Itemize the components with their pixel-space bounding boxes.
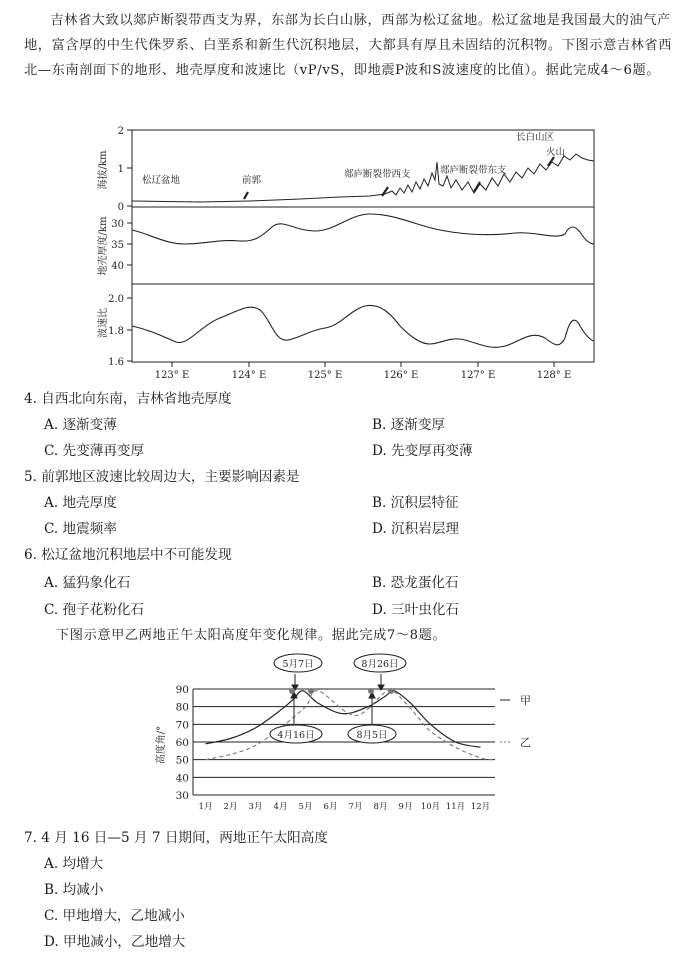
q6-option-a[interactable]: A. 猛犸象化石 — [44, 575, 131, 591]
crust-tick-30: 30 — [111, 219, 124, 230]
xtick-126: 126° E — [383, 370, 419, 381]
xtick-label: 8月 — [373, 802, 388, 812]
elev-tick-2: 2 — [117, 126, 124, 137]
ytick-label: 40 — [175, 772, 189, 785]
xtick-label: 12月 — [470, 802, 491, 812]
q7-stem: 7. 4 月 16 日—5 月 7 日期间，两地正午太阳高度 — [24, 830, 328, 846]
sun-altitude-chart — [0, 645, 693, 820]
xtick-124: 124° E — [231, 370, 267, 381]
xtick-128: 128° E — [536, 370, 572, 381]
q5-option-b[interactable]: B. 沉积层特征 — [372, 495, 459, 511]
legend-jia: 甲 — [520, 694, 531, 707]
label-east-fault: 郯庐断裂带东支 — [440, 165, 507, 176]
xtick-label: 5月 — [298, 802, 313, 812]
ytick-label: 50 — [175, 754, 189, 767]
q5-stem: 5. 前郭地区波速比较周边大，主要影响因素是 — [24, 469, 300, 485]
ytick-label: 60 — [175, 737, 189, 749]
crust-tick-40: 40 — [111, 261, 124, 272]
q4-stem: 4. 自西北向东南，吉林省地壳厚度 — [24, 391, 232, 407]
crust-tick-35: 35 — [111, 240, 124, 251]
xtick-label: 4月 — [273, 802, 288, 812]
xtick-123: 123° E — [154, 370, 190, 381]
velocity-ratio-curve — [132, 305, 594, 347]
elev-tick-0: 0 — [117, 202, 124, 213]
label-changbai-mountains: 长白山区 — [516, 132, 555, 143]
q5-option-a[interactable]: A. 地壳厚度 — [44, 495, 117, 511]
ytick-label: 30 — [175, 790, 189, 802]
xtick-label: 2月 — [223, 802, 238, 812]
q4-option-d[interactable]: D. 先变厚再变薄 — [372, 443, 473, 459]
series-yi-line — [206, 691, 494, 760]
elev-tick-1: 1 — [117, 164, 124, 175]
q4-option-b[interactable]: B. 逐渐变厚 — [372, 417, 446, 433]
label-songliao-basin: 松辽盆地 — [142, 175, 181, 186]
annotation-aug26: 8月26日 — [361, 659, 399, 670]
annotation-aug5: 8月5日 — [356, 730, 388, 741]
elevation-axis-label: 海拔/km — [98, 150, 109, 190]
xtick-label: 10月 — [420, 802, 441, 812]
altitude-axis-label: 高度角/° — [156, 725, 167, 765]
ytick-label: 80 — [175, 701, 189, 714]
vr-tick-2.0: 2.0 — [108, 294, 124, 305]
label-volcano: 火山 — [546, 147, 566, 158]
annotation-apr16: 4月16日 — [277, 730, 315, 741]
intro-paragraph-1: 吉林省大致以郯庐断裂带西支为界，东部为长白山脉，西部为松辽盆地。松辽盆地是我国最大的油气产地，富含厚的中生代侏罗系、白垩系和新生代沉积地层，大都具有厚且未固结的沉积物。下图示意吉林省西北—东南剖面下的地形、地壳厚度和波速比（vP/vS，即地震P波和S波速度的比值）。据此完成4～6题。 — [24, 13, 673, 78]
q4-option-a[interactable]: A. 逐渐变薄 — [44, 417, 117, 433]
q7-option-d[interactable]: D. 甲地减小，乙地增大 — [44, 934, 186, 950]
xtick-label: 11月 — [445, 802, 466, 812]
q6-option-c[interactable]: C. 孢子花粉化石 — [44, 602, 145, 618]
xtick-label: 3月 — [248, 802, 263, 812]
q7-option-b[interactable]: B. 均减小 — [44, 882, 104, 898]
vr-tick-1.6: 1.6 — [108, 357, 124, 368]
label-west-fault: 郯庐断裂带西支 — [344, 169, 411, 180]
q6-option-d[interactable]: D. 三叶虫化石 — [372, 602, 460, 618]
q6-option-b[interactable]: B. 恐龙蛋化石 — [372, 575, 459, 591]
annotation-may7: 5月7日 — [282, 659, 314, 670]
xtick-label: 9月 — [398, 802, 413, 812]
series-jia-line — [206, 691, 481, 748]
xtick-label: 7月 — [348, 802, 363, 812]
legend-yi: 乙 — [520, 736, 531, 749]
crust-thickness-curve — [132, 214, 594, 244]
xtick-label: 1月 — [198, 802, 213, 812]
q5-option-d[interactable]: D. 沉积岩层理 — [372, 521, 460, 537]
q6-stem: 6. 松辽盆地沉积地层中不可能发现 — [24, 547, 232, 563]
crust-axis-label: 地壳厚度/km — [98, 216, 109, 276]
vr-tick-1.8: 1.8 — [108, 326, 124, 337]
q4-option-c[interactable]: C. 先变薄再变厚 — [44, 443, 145, 459]
q7-option-c[interactable]: C. 甲地增大，乙地减小 — [44, 908, 185, 924]
intro-paragraph-2: 下图示意甲乙两地正午太阳高度年变化规律。据此完成7～8题。 — [56, 628, 447, 643]
xtick-label: 6月 — [323, 802, 338, 812]
xtick-125: 125° E — [307, 370, 343, 381]
ytick-label: 90 — [175, 684, 189, 696]
ytick-label: 70 — [175, 719, 189, 732]
q7-option-a[interactable]: A. 均增大 — [44, 856, 104, 872]
q5-option-c[interactable]: C. 地震频率 — [44, 521, 117, 537]
label-qianguo: 前郭 — [242, 175, 262, 186]
velocity-ratio-axis-label: 波速比 — [98, 308, 109, 338]
xtick-127: 127° E — [460, 370, 496, 381]
